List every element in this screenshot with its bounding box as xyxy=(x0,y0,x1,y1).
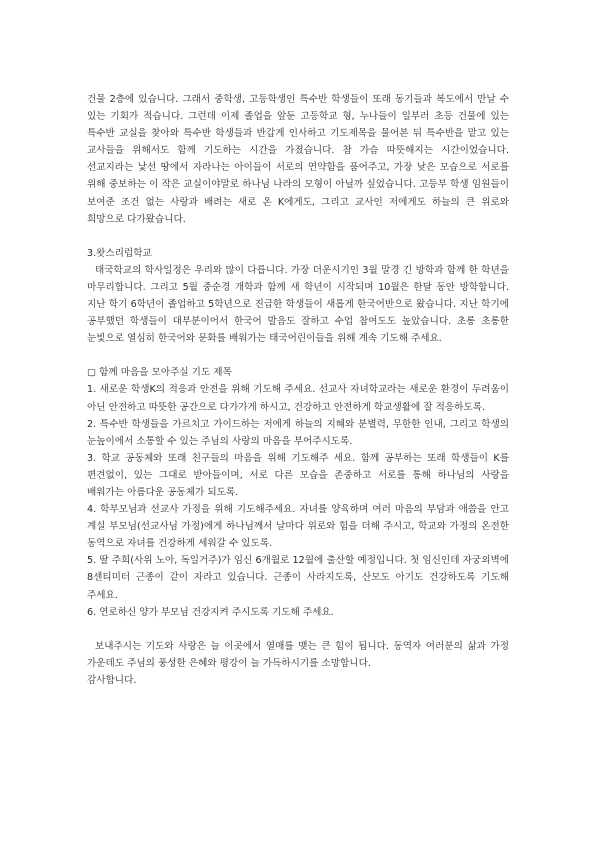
prayer-item: 1. 새로운 학생K의 적응과 안전을 위해 기도해 주세요. 선교사 자녀학교라는 새로운 환경이 두려움이 아닌 안전하고 따뜻한 공간으로 다가가게 하시고, 건강하고 안전하게 학교생활에 잘 적응하도록. xyxy=(87,384,509,413)
section-3-paragraph: 태국학교의 학사일정은 우리와 많이 다릅니다. 가장 더운시기인 3월 말경 긴 방학과 함께 한 학년을 마무리합니다. 그리고 5월 중순경 개학과 함께 새 학년이 시작되며 10월은 한달 동안 방학합니다. 지난 학기 6학년이 졸업하고 5학년으로 진급한 학생들이 새롭게 한국어반으로 왔습니다. 지난 학기에 공부했던 학생들이 대부분이어서 한국어 발음도 잘하고 수업 참여도도 높았습니다. 초롱 초롱한 눈빛으로 열심히 한국어와 문화를 배워가는 태국어린이들을 위해 계속 기도해 주세요. xyxy=(87,264,509,345)
prayer-heading: ▢ 함께 마음을 모아주실 기도 제목 xyxy=(87,367,232,379)
closing-thanks: 감사합니다. xyxy=(87,674,137,686)
closing-paragraph: 보내주시는 기도와 사랑은 늘 이곳에서 열매를 맺는 큰 힘이 됩니다. 동역자 여러분의 삶과 가정 가운데도 주님의 풍성한 은혜와 평강이 늘 가득하시기를 소망합니다. xyxy=(87,640,509,669)
prayer-item: 6. 연로하신 양가 부모님 건강지켜 주시도록 기도해 주세요. xyxy=(87,606,334,618)
spacer xyxy=(87,621,509,638)
spacer xyxy=(87,228,509,245)
prayer-item: 2. 특수반 학생들을 가르치고 가이드하는 저에게 하늘의 지혜와 분별력, 무한한 인내, 그리고 학생의 눈높이에서 소통할 수 있는 주님의 사랑의 마음을 부어주시도록. xyxy=(87,418,509,447)
spacer xyxy=(87,347,509,364)
prayer-item: 4. 학부모님과 선교사 가정을 위해 기도해주세요. 자녀를 양육하며 여러 마음의 부담과 애씀을 안고 계실 부모님(선교사님 가정)에게 하나님께서 날마다 위로와 힘을 더해 주시고, 학교와 가정의 온전한 동역으로 자녀를 건강하게 세워갈 수 있도록. xyxy=(87,504,509,550)
prayer-item: 3. 학교 공동체와 또래 친구들의 마음을 위해 기도해주 세요. 함께 공부하는 또래 학생들이 K를 편견없이, 있는 그대로 받아들이며, 서로 다른 모습을 존중하고 서로를 통해 하나님의 사랑을 배워가는 아름다운 공동체가 되도록. xyxy=(87,452,509,498)
intro-paragraph: 건물 2층에 있습니다. 그래서 중학생, 고등학생인 특수반 학생들이 또래 동기들과 복도에서 만날 수 있는 기회가 적습니다. 그런데 이제 졸업을 앞둔 고등학교 형, 누나들이 일부러 초등 건물에 있는 특수반 교실을 찾아와 특수반 학생들과 반갑게 인사하고 기도제목을 물어본 뒤 특수반을 맡고 있는 교사들을 위해서도 함께 기도하는 시간을 가졌습니다. 참 가슴 따뜻해지는 시간이었습니다. 선교지라는 낯선 땅에서 자라나는 아이들이 서로의 연약함을 품어주고, 가장 낮은 모습으로 서로를 위해 중보하는 이 작은 교실이야말로 하나님 나라의 모형이 아닐까 싶었습니다. 고등부 학생 임원들이 보여준 조건 없는 사랑과 배려는 새로 온 K에게도, 그리고 교사인 저에게도 하늘의 큰 위로와 희망으로 다가왔습니다. xyxy=(87,94,509,225)
document-page xyxy=(87,91,509,689)
prayer-item: 5. 딸 주희(사위 노아, 독일거주)가 임신 6개월로 12월에 출산할 예정입니다. 첫 임신인데 자궁외벽에 8센티미터 근종이 같이 자라고 있습니다. 근종이 사라지도록, 산모도 아기도 건강하도록 기도해 주세요. xyxy=(87,555,509,601)
section-3-heading: 3.왓스리럽학교 xyxy=(87,247,152,259)
